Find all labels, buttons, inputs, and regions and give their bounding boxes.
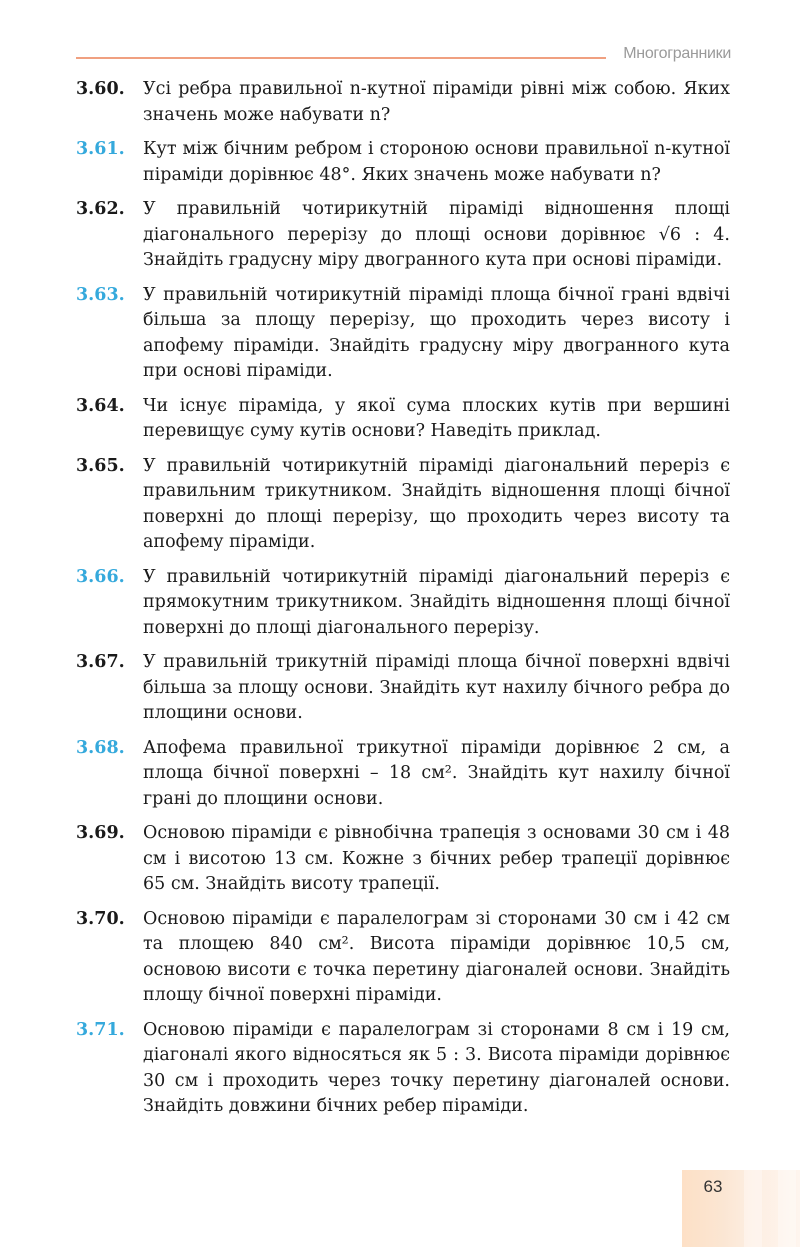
problem-3-71 bbox=[76, 1018, 730, 1120]
problem-text: Основою піраміди є паралелограм зі сторонами 30 см і 42 см та площею 840 см². Висота піраміди дорівнює 10,5 см, основою висоти є точка перетину діагоналей основи. Знайдіть площу бічної поверхні піраміди. bbox=[143, 908, 730, 1005]
section-title: Многогранники bbox=[623, 45, 731, 62]
problem-text: Кут між бічним ребром і стороною основи правильної n-кутної піраміди дорівнює 48°. Яких значень може набувати n? bbox=[143, 139, 730, 185]
problem-number: 3.64. bbox=[76, 395, 125, 416]
problem-number: 3.61. bbox=[76, 139, 125, 159]
problem-text: У правильній чотирикутній піраміді відношення площі діагонального перерізу до площі основи дорівнює √6 : 4. Знайдіть градусну міру двогранного кута при основі піраміди. bbox=[143, 199, 730, 270]
problem-number: 3.62. bbox=[76, 199, 125, 219]
problem-3-67 bbox=[76, 650, 730, 727]
problem-text: У правильній трикутній піраміді площа бічної поверхні вдвічі більша за площу основи. Знайдіть кут нахилу бічного ребра до площини основи. bbox=[143, 652, 730, 723]
problem-list bbox=[76, 77, 730, 1129]
problem-number: 3.60. bbox=[76, 79, 125, 99]
problem-text: У правильній чотирикутній піраміді діагональний переріз є правильним трикутником. Знайдіть відношення площі бічної поверхні до площі перерізу, що проходить через висоту та апофему піраміди. bbox=[143, 455, 730, 552]
problem-text: Чи існує піраміда, у якої сума плоских кутів при вершині перевищує суму кутів основи? Наведіть приклад. bbox=[143, 395, 730, 441]
problem-text: Усі ребра правильної n-кутної піраміди рівні між собою. Яких значень може набувати n? bbox=[143, 79, 730, 125]
running-header bbox=[76, 45, 733, 65]
problem-text: Основою піраміди є рівнобічна трапеція з основами 30 см і 48 см і висотою 13 см. Кожне з бічних ребер трапеції дорівнює 65 см. Знайдіть висоту трапеції. bbox=[143, 823, 730, 894]
problem-number: 3.67. bbox=[76, 652, 125, 672]
problem-number: 3.70. bbox=[76, 908, 125, 929]
problem-3-63 bbox=[76, 283, 730, 385]
header-rule bbox=[76, 57, 606, 59]
corner-stripe bbox=[778, 1170, 796, 1247]
problem-3-62 bbox=[76, 197, 730, 274]
problem-number: 3.71. bbox=[76, 1019, 125, 1040]
problem-number: 3.69. bbox=[76, 823, 125, 843]
problem-3-70 bbox=[76, 907, 730, 1009]
problem-3-61 bbox=[76, 137, 730, 188]
corner-stripe bbox=[744, 1170, 762, 1247]
problem-3-60 bbox=[76, 77, 730, 128]
problem-number: 3.68. bbox=[76, 737, 125, 758]
problem-number: 3.66. bbox=[76, 566, 125, 587]
problem-text: Основою піраміди є паралелограм зі сторонами 8 см і 19 см, діагоналі якого відносяться як 5 : 3. Висота піраміди дорівнює 30 см і проходить через точку перетину діагоналей основи. Знайдіть довжини бічних ребер піраміди. bbox=[143, 1019, 730, 1116]
problem-text: Апофема правильної трикутної піраміди дорівнює 2 см, а площа бічної поверхні – 18 см². Знайдіть кут нахилу бічної грані до площини основи. bbox=[143, 737, 730, 809]
problem-3-68 bbox=[76, 736, 730, 813]
problem-number: 3.65. bbox=[76, 455, 125, 476]
problem-3-64 bbox=[76, 394, 730, 445]
page-number: 63 bbox=[703, 1177, 723, 1196]
problem-3-69 bbox=[76, 821, 730, 898]
problem-text: У правильній чотирикутній піраміді діагональний переріз є прямокутним трикутником. Знайдіть відношення площі бічної поверхні до площі діагонального перерізу. bbox=[143, 566, 730, 638]
problem-3-66 bbox=[76, 565, 730, 642]
problem-3-65 bbox=[76, 454, 730, 556]
problem-number: 3.63. bbox=[76, 284, 125, 305]
problem-text: У правильній чотирикутній піраміді площа бічної грані вдвічі більша за площу перерізу, що проходить через висоту і апофему піраміди. Знайдіть градусну міру двогранного кута при основі піраміди. bbox=[143, 284, 730, 381]
